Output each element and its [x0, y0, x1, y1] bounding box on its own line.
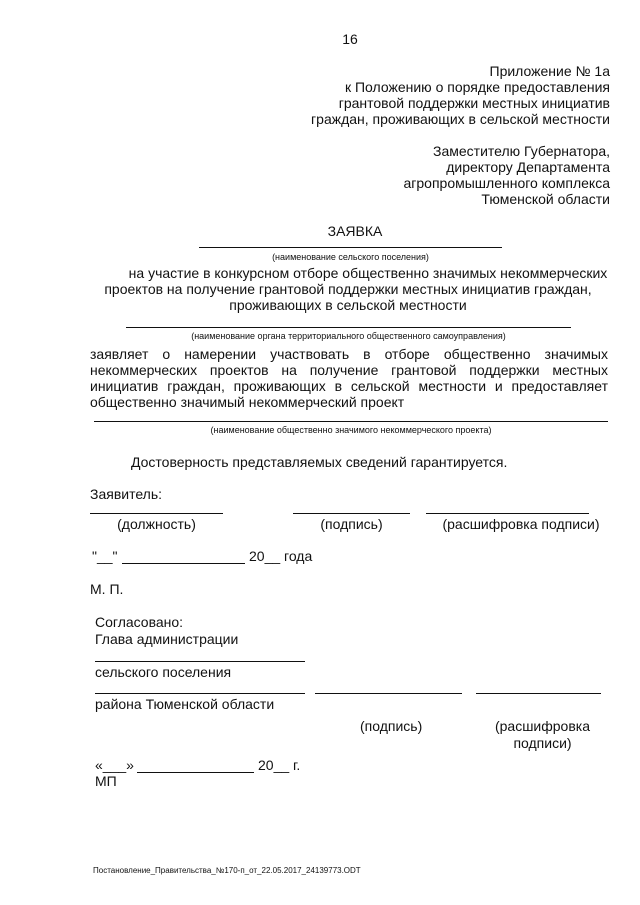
approval-blank-line [95, 693, 305, 694]
project-caption: (наименование общественно значимого некоммерческого проекта) [210, 425, 492, 435]
appendix-line: грантовой поддержки местных инициатив [338, 95, 610, 111]
addressee-line: Тюменской области [481, 191, 610, 207]
stamp-label: М. П. [90, 581, 124, 597]
approval-decoding-line [476, 693, 601, 694]
date-day: "__" [92, 548, 118, 564]
approval-decoding-caption: (расшифровка [494, 718, 591, 734]
appendix-line: граждан, проживающих в сельской местности [311, 111, 610, 127]
declaration-line: некоммерческих проектов на получение грантовой поддержки местных [90, 362, 608, 378]
purpose-line: на участие в конкурсном отборе общественно значимых некоммерческих [128, 265, 608, 281]
date-month-line [122, 563, 245, 564]
project-name-line [94, 421, 608, 422]
approval-date-month-line [137, 772, 254, 773]
tos-caption: (наименование органа территориального общественного самоуправления) [191, 331, 506, 341]
addressee-line: директору Департамента [446, 159, 610, 175]
appendix-line: к Положению о порядке предоставления [344, 79, 610, 95]
settlement-caption: (наименование сельского поселения) [272, 252, 429, 262]
signature-caption: (подпись) [320, 516, 383, 532]
purpose-line: проектов на получение грантовой поддержки местных инициатив граждан, [104, 281, 592, 297]
decoding-line [426, 513, 589, 514]
approval-label: Согласовано: [95, 614, 184, 630]
appendix-title: Приложение № 1а [489, 63, 610, 79]
approval-line: сельского поселения [95, 664, 232, 680]
approval-blank-line [95, 661, 305, 662]
guarantee-statement: Достоверность представляемых сведений гарантируется. [131, 454, 508, 470]
approval-date-day: «___» [95, 757, 134, 773]
signature-line [293, 513, 410, 514]
approval-decoding-caption: подписи) [513, 735, 572, 751]
approval-signature-caption: (подпись) [360, 718, 423, 734]
document-title: ЗАЯВКА [327, 223, 383, 239]
applicant-label: Заявитель: [90, 486, 163, 502]
tos-name-line [126, 327, 571, 328]
position-line [90, 513, 223, 514]
footer-filename: Постановление_Правительства_№170-п_от_22.05.2017_24139773.ODT [93, 866, 361, 875]
decoding-caption: (расшифровка подписи) [442, 516, 600, 532]
declaration-line: общественно значимый некоммерческий проект [90, 394, 405, 410]
addressee-line: Заместителю Губернатора, [433, 143, 610, 159]
date-year: 20__ года [249, 548, 313, 564]
purpose-line: проживающих в сельской местности [229, 297, 467, 313]
addressee-line: агропромышленного комплекса [403, 175, 610, 191]
page-number: 16 [342, 31, 358, 47]
declaration-line: заявляет о намерении участвовать в отборе общественно значимых [90, 346, 608, 362]
approval-line: района Тюменской области [95, 696, 275, 712]
position-caption: (должность) [117, 516, 196, 532]
approval-stamp-label: МП [95, 773, 117, 789]
settlement-name-line [199, 247, 502, 248]
approval-line: Глава администрации [95, 631, 239, 647]
approval-date-year: 20__ г. [258, 757, 301, 773]
approval-signature-line [315, 693, 462, 694]
declaration-line: инициатив граждан, проживающих в сельской местности и предоставляет [90, 378, 608, 394]
